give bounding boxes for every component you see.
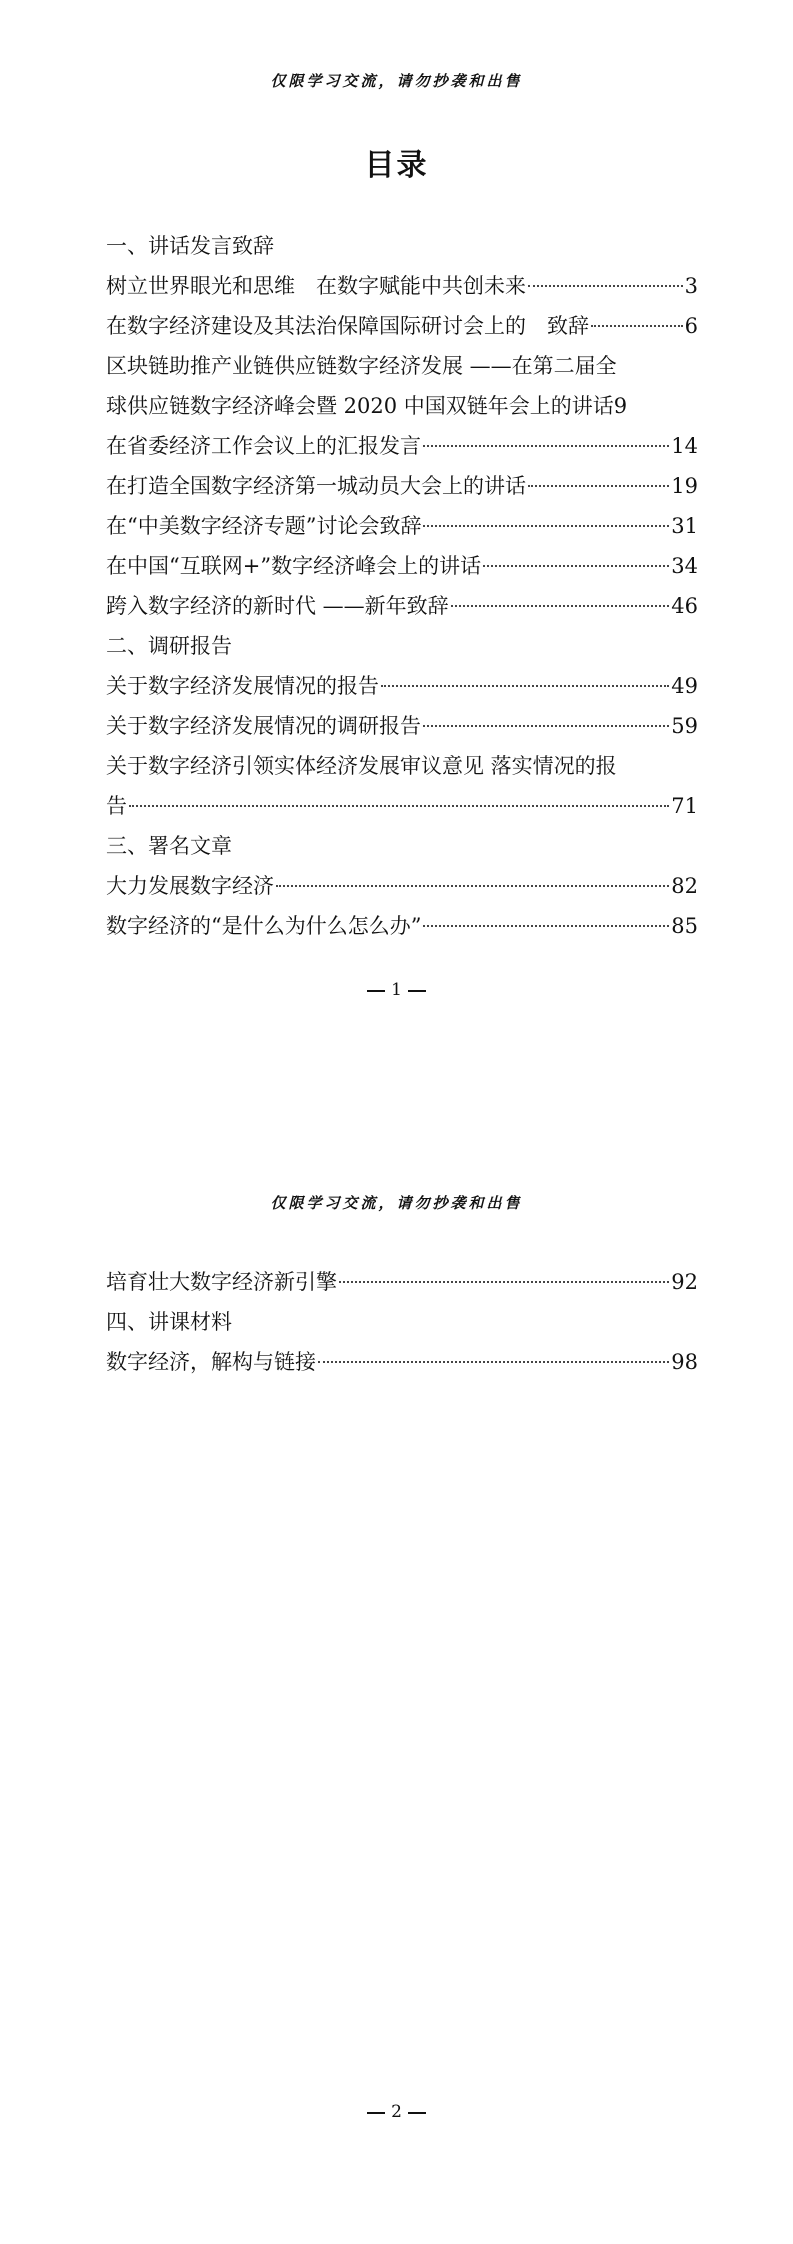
- toc-dot-leader: [129, 805, 669, 807]
- toc-entry-line: 球供应链数字经济峰会暨 2020 中国双链年会上的讲话9: [106, 394, 628, 418]
- toc-entry: [106, 706, 698, 746]
- toc-entry-title: 在省委经济工作会议上的汇报发言: [106, 434, 421, 458]
- toc-dot-leader: [339, 1281, 669, 1283]
- toc-section-heading: 二、调研报告: [106, 634, 232, 658]
- footer-dash-right: [408, 2112, 426, 2114]
- footer-dash-right: [408, 990, 426, 992]
- page-number: 1: [391, 980, 402, 1000]
- toc-entry-title: 数字经济，解构与链接: [106, 1350, 316, 1374]
- toc-entry-page: 19: [671, 474, 698, 498]
- toc-entry-title: 告: [106, 794, 127, 818]
- toc-entry-page: 59: [671, 714, 698, 738]
- toc-dot-leader: [276, 885, 669, 887]
- toc-entry-page: 71: [671, 794, 698, 818]
- toc-entry: [106, 266, 698, 306]
- toc-entry: [106, 426, 698, 466]
- toc-entry-title: 在“中美数字经济专题”讨论会致辞: [106, 514, 422, 538]
- toc-entry-line: 关于数字经济引领实体经济发展审议意见 落实情况的报: [106, 754, 617, 778]
- toc-section-heading: 四、讲课材料: [106, 1310, 232, 1334]
- toc-section-heading: 一、讲话发言致辞: [106, 234, 274, 258]
- toc-entry: [106, 506, 698, 546]
- toc-entry-title: 培育壮大数字经济新引擎: [106, 1270, 337, 1294]
- page-footer: [0, 980, 793, 1000]
- page-footer: [0, 2102, 793, 2122]
- toc-entry: [106, 1342, 698, 1382]
- toc-entry-page: 3: [684, 274, 698, 298]
- toc-entry-title: 关于数字经济发展情况的报告: [106, 674, 379, 698]
- toc-entry-page: 46: [671, 594, 698, 618]
- footer-dash-left: [367, 990, 385, 992]
- toc-dot-leader: [423, 525, 669, 527]
- toc-entry-title: 在打造全国数字经济第一城动员大会上的讲话: [106, 474, 526, 498]
- toc-entry: [106, 786, 698, 826]
- toc-entry-title: 树立世界眼光和思维 在数字赋能中共创未来: [106, 274, 526, 298]
- toc-entry: [106, 306, 698, 346]
- toc-entry-page: 6: [684, 314, 698, 338]
- toc-dot-leader: [423, 925, 669, 927]
- toc-entry-page: 92: [671, 1270, 698, 1294]
- toc-dot-leader: [423, 445, 669, 447]
- toc-entry-line: 区块链助推产业链供应链数字经济发展 ——在第二届全: [106, 354, 617, 378]
- toc-entry: [106, 1262, 698, 1302]
- toc-entry-page: 14: [671, 434, 698, 458]
- page-number: 2: [391, 2102, 402, 2122]
- toc-entry-page: 98: [671, 1350, 698, 1374]
- toc-entry-page: 85: [671, 914, 698, 938]
- page-header: 仅限学习交流，请勿抄袭和出售: [270, 1194, 523, 1212]
- toc-entry-title: 大力发展数字经济: [106, 874, 274, 898]
- toc-section-heading: 三、署名文章: [106, 834, 232, 858]
- toc-entry-title: 关于数字经济发展情况的调研报告: [106, 714, 421, 738]
- toc-dot-leader: [451, 605, 670, 607]
- toc-dot-leader: [483, 565, 669, 567]
- table-of-contents: [106, 1262, 698, 1382]
- toc-entry-title: 在数字经济建设及其法治保障国际研讨会上的 致辞: [106, 314, 589, 338]
- toc-dot-leader: [423, 725, 669, 727]
- toc-entry-title: 在中国“互联网+”数字经济峰会上的讲话: [106, 554, 482, 578]
- toc-entry-page: 82: [671, 874, 698, 898]
- document-page-2: [0, 1122, 793, 2244]
- footer-dash-left: [367, 2112, 385, 2114]
- toc-entry-title: 数字经济的“是什么为什么怎么办”: [106, 914, 422, 938]
- toc-entry: [106, 666, 698, 706]
- toc-dot-leader: [528, 485, 669, 487]
- toc-entry-page: 34: [671, 554, 698, 578]
- toc-entry-title: 跨入数字经济的新时代 ——新年致辞: [106, 594, 449, 618]
- toc-entry: [106, 906, 698, 946]
- toc-dot-leader: [381, 685, 669, 687]
- toc-entry: [106, 466, 698, 506]
- table-of-contents: [106, 226, 698, 946]
- page-header: 仅限学习交流，请勿抄袭和出售: [270, 72, 523, 90]
- toc-dot-leader: [591, 325, 683, 327]
- toc-title: 目录: [364, 148, 429, 183]
- toc-entry: [106, 866, 698, 906]
- toc-dot-leader: [318, 1361, 669, 1363]
- toc-entry-page: 49: [671, 674, 698, 698]
- toc-entry: [106, 586, 698, 626]
- toc-entry-page: 31: [671, 514, 698, 538]
- toc-entry: [106, 546, 698, 586]
- toc-dot-leader: [528, 285, 683, 287]
